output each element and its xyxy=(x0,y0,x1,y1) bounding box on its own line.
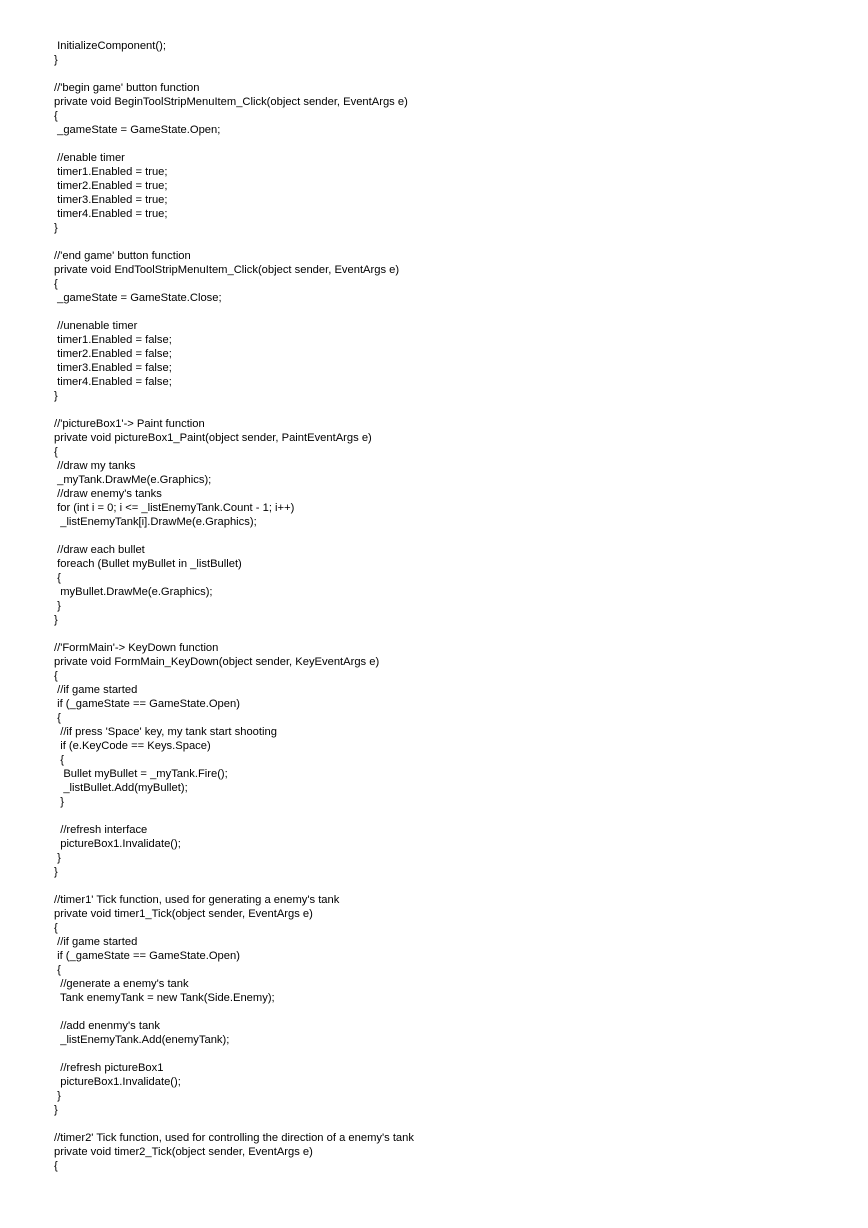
code-line: private void timer1_Tick(object sender, EventArgs e) xyxy=(54,908,313,920)
code-line: timer4.Enabled = true; xyxy=(54,208,168,220)
code-line: private void BeginToolStripMenuItem_Click(object sender, EventArgs e) xyxy=(54,96,408,108)
code-line: private void EndToolStripMenuItem_Click(object sender, EventArgs e) xyxy=(54,264,400,276)
code-line: } xyxy=(54,54,58,66)
code-line: //draw each bullet xyxy=(54,544,145,556)
code-line: if (_gameState == GameState.Open) xyxy=(54,698,240,710)
code-line: if (_gameState == GameState.Open) xyxy=(54,950,240,962)
code-line: } xyxy=(54,222,58,234)
code-line xyxy=(54,67,414,81)
code-line: timer3.Enabled = false; xyxy=(54,362,172,374)
code-line xyxy=(54,403,414,417)
code-line: //draw my tanks xyxy=(54,460,136,472)
code-line: Bullet myBullet = _myTank.Fire(); xyxy=(54,768,228,780)
code-line: timer3.Enabled = true; xyxy=(54,194,168,206)
code-line: } xyxy=(54,390,58,402)
code-line: { xyxy=(54,670,58,682)
code-line: //timer2' Tick function, used for controlling the direction of a enemy's tank xyxy=(54,1132,414,1144)
code-line: if (e.KeyCode == Keys.Space) xyxy=(54,740,211,752)
code-line: for (int i = 0; i <= _listEnemyTank.Count - 1; i++) xyxy=(54,502,295,514)
code-line: { xyxy=(54,712,61,724)
code-line: //generate a enemy's tank xyxy=(54,978,189,990)
code-line: } xyxy=(54,852,61,864)
code-line: _gameState = GameState.Close; xyxy=(54,292,222,304)
code-line: //enable timer xyxy=(54,152,125,164)
code-line xyxy=(54,1005,414,1019)
code-line: //'begin game' button function xyxy=(54,82,200,94)
code-line xyxy=(54,627,414,641)
code-line: //refresh pictureBox1 xyxy=(54,1062,164,1074)
code-line: myBullet.DrawMe(e.Graphics); xyxy=(54,586,213,598)
code-line: private void pictureBox1_Paint(object sender, PaintEventArgs e) xyxy=(54,432,372,444)
code-line: { xyxy=(54,922,58,934)
code-line: //add enenmy's tank xyxy=(54,1020,160,1032)
code-line: } xyxy=(54,600,61,612)
code-line: //'pictureBox1'-> Paint function xyxy=(54,418,205,430)
code-line: //if game started xyxy=(54,684,138,696)
code-line: _listBullet.Add(myBullet); xyxy=(54,782,188,794)
code-line: } xyxy=(54,796,64,808)
code-line: //refresh interface xyxy=(54,824,148,836)
code-line: //timer1' Tick function, used for generating a enemy's tank xyxy=(54,894,340,906)
code-line: _listEnemyTank.Add(enemyTank); xyxy=(54,1034,230,1046)
code-line: private void timer2_Tick(object sender, EventArgs e) xyxy=(54,1146,313,1158)
code-line: InitializeComponent(); xyxy=(54,40,166,52)
code-line: pictureBox1.Invalidate(); xyxy=(54,1076,181,1088)
code-line xyxy=(54,529,414,543)
code-line: //draw enemy's tanks xyxy=(54,488,162,500)
code-line: _myTank.DrawMe(e.Graphics); xyxy=(54,474,212,486)
code-line: timer4.Enabled = false; xyxy=(54,376,172,388)
code-line xyxy=(54,235,414,249)
code-line: { xyxy=(54,1160,58,1172)
code-line: } xyxy=(54,1104,58,1116)
code-line: _gameState = GameState.Open; xyxy=(54,124,221,136)
code-line xyxy=(54,137,414,151)
code-line: pictureBox1.Invalidate(); xyxy=(54,838,181,850)
code-line xyxy=(54,809,414,823)
code-line: { xyxy=(54,446,58,458)
code-listing xyxy=(54,39,414,1173)
code-line: timer1.Enabled = true; xyxy=(54,166,168,178)
code-line: //unenable timer xyxy=(54,320,138,332)
code-line xyxy=(54,1117,414,1131)
code-line: //'end game' button function xyxy=(54,250,191,262)
code-line xyxy=(54,879,414,893)
code-line: //'FormMain'-> KeyDown function xyxy=(54,642,219,654)
code-line: private void FormMain_KeyDown(object sender, KeyEventArgs e) xyxy=(54,656,380,668)
code-line: } xyxy=(54,1090,61,1102)
code-line: //if game started xyxy=(54,936,138,948)
code-line: foreach (Bullet myBullet in _listBullet) xyxy=(54,558,242,570)
code-line: { xyxy=(54,278,58,290)
code-line: timer1.Enabled = false; xyxy=(54,334,172,346)
code-line: _listEnemyTank[i].DrawMe(e.Graphics); xyxy=(54,516,257,528)
code-line: } xyxy=(54,866,58,878)
code-line: { xyxy=(54,964,61,976)
code-line: { xyxy=(54,572,61,584)
code-line: timer2.Enabled = true; xyxy=(54,180,168,192)
code-line xyxy=(54,1047,414,1061)
code-line: { xyxy=(54,110,58,122)
code-line: { xyxy=(54,754,64,766)
code-line: //if press 'Space' key, my tank start shooting xyxy=(54,726,277,738)
code-line: timer2.Enabled = false; xyxy=(54,348,172,360)
code-line: Tank enemyTank = new Tank(Side.Enemy); xyxy=(54,992,275,1004)
code-line xyxy=(54,305,414,319)
code-line: } xyxy=(54,614,58,626)
